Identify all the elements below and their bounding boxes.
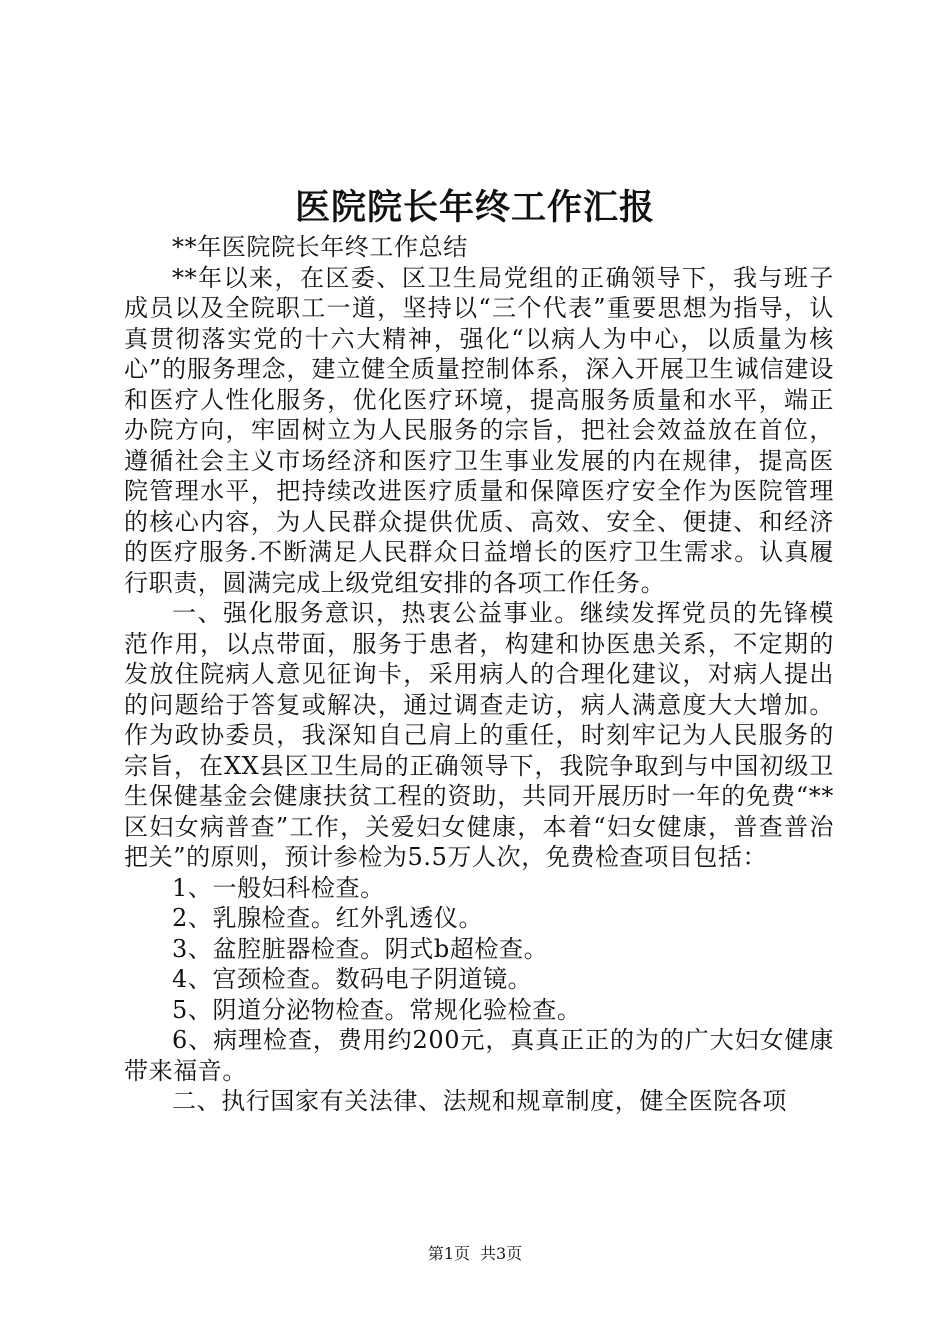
- page-number-total: 共3页: [480, 1244, 523, 1263]
- document-body: [124, 232, 834, 1117]
- paragraph-intro: **年以来，在区委、区卫生局党组的正确领导下，我与班子成员以及全院职工一道，坚持以“三个代表”重要思想为指导，认真贯彻落实党的十六大精神，强化“以病人为中心，以质量为核心”的服务理念，建立健全质量控制体系，深入开展卫生诚信建设和医疗人性化服务，优化医疗环境，提高服务质量和水平，端正办院方向，牢固树立为人民服务的宗旨，把社会效益放在首位，遵循社会主义市场经济和医疗卫生事业发展的内在规律，提高医院管理水平，把持续改进医疗质量和保障医疗安全作为医院管理的核心内容，为人民群众提供优质、高效、安全、便捷、和经济的医疗服务.不断满足人民群众日益增长的医疗卫生需求。认真履行职责，圆满完成上级党组安排的各项工作任务。: [124, 263, 834, 597]
- list-item-6: 6、病理检查，费用约200元，真真正正的为的广大妇女健康带来福音。: [124, 1026, 834, 1085]
- list-item-5: 5、阴道分泌物检查。常规化验检查。: [172, 995, 582, 1024]
- list-item-1: 1、一般妇科检查。: [172, 873, 385, 902]
- list-item-4: 4、宫颈检查。数码电子阴道镜。: [172, 965, 533, 993]
- document-title: 医院院长年终工作汇报: [294, 188, 655, 228]
- page-number-current: 第1页: [427, 1244, 470, 1263]
- list-item-2: 2、乳腺检查。红外乳透仪。: [172, 904, 484, 932]
- page-footer: [0, 1243, 950, 1265]
- paragraph-section-one: 一、强化服务意识，热衷公益事业。继续发挥党员的先锋模范作用，以点带面，服务于患者，构建和协医患关系，不定期的发放住院病人意见征询卡，采用病人的合理化建议，对病人提出的问题给于答复或解决，通过调查走访，病人满意度大大增加。作为政协委员，我深知自己肩上的重任，时刻牢记为人民服务的宗旨，在XX县区卫生局的正确领导下，我院争取到与中国初级卫生保健基金会健康扶贫工程的资助，共同开展历时一年的免费“**区妇女病普查”工作，关爱妇女健康，本着“妇女健康，普查普治把关”的原则，预计参检为5.5万人次，免费检查项目包括：: [124, 599, 834, 871]
- paragraph-section-two: 二、执行国家有关法律、法规和规章制度，健全医院各项: [172, 1087, 787, 1115]
- list-item-3: 3、盆腔脏器检查。阴式b超检查。: [172, 934, 549, 963]
- paragraph-subtitle: **年医院院长年终工作总结: [172, 233, 468, 261]
